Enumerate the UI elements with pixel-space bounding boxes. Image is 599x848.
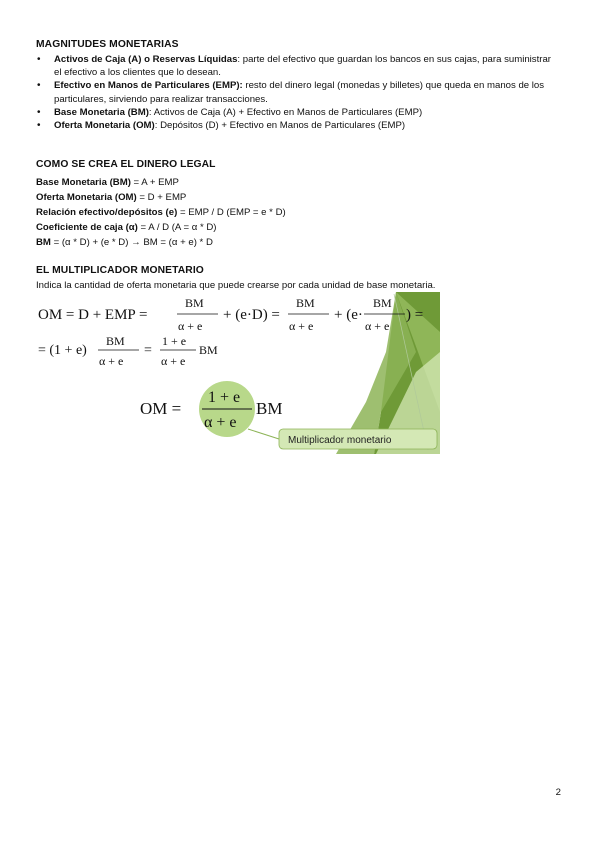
formula-svg xyxy=(36,292,440,454)
formula-text: BM xyxy=(256,399,283,418)
bullet-icon: • xyxy=(37,80,41,92)
formula-text: + (e·D) = xyxy=(223,307,280,323)
formula-text: α + e xyxy=(204,414,237,431)
list-item xyxy=(36,79,556,105)
formula-text: OM = xyxy=(140,399,182,418)
formula-text: α + e xyxy=(289,319,314,333)
definitions-block xyxy=(36,175,556,250)
equation: = D + EMP xyxy=(136,192,187,203)
definition-line xyxy=(36,205,556,220)
heading-multiplicador: EL MULTIPLICADOR MONETARIO xyxy=(36,265,204,276)
bullet-icon: • xyxy=(37,120,41,132)
formula-text: BM xyxy=(106,334,125,348)
page-number: 2 xyxy=(555,787,561,798)
multiplier-label: Multiplicador monetario xyxy=(288,435,392,446)
term: Relación efectivo/depósitos (e) xyxy=(36,207,178,218)
equation: = (α * D) + (e * D) → BM = (α + e) * D xyxy=(50,237,213,248)
formula-text: BM xyxy=(296,296,315,310)
formula-text: 1 + e xyxy=(208,389,241,406)
term: Oferta Monetaria (OM) xyxy=(54,120,155,132)
magnitudes-list xyxy=(36,53,556,132)
definition: Depósitos (D) + Efectivo en Manos de Particulares (EMP) xyxy=(157,120,406,132)
bullet-icon: • xyxy=(37,54,41,65)
formula-text: BM xyxy=(373,296,392,310)
callout-connector xyxy=(248,429,279,439)
definition-line xyxy=(36,190,556,205)
term: Base Monetaria (BM) xyxy=(54,106,149,118)
formula-text: ) = xyxy=(406,307,424,323)
definition-line xyxy=(36,220,556,235)
bullet-icon: • xyxy=(37,106,41,118)
term: Activos de Caja (A) o Reservas Líquidas xyxy=(54,54,238,65)
definition-line xyxy=(36,175,556,190)
formula-text: + (e· xyxy=(334,307,363,323)
list-item xyxy=(36,106,556,119)
definition: resto del dinero legal (monedas y billetes) que queda en manos de los particulares, sirviendo para realizar transacciones. xyxy=(54,80,545,105)
formula-text: α + e xyxy=(178,319,203,333)
equation: = A + EMP xyxy=(130,177,179,188)
multiplier-description: Indica la cantidad de oferta monetaria que puede crearse por cada unidad de base monetaria. xyxy=(36,280,436,291)
separator: : xyxy=(154,120,158,132)
definition: Activos de Caja (A) + Efectivo en Manos de Particulares (EMP) xyxy=(151,106,423,118)
formula-text: = xyxy=(144,343,152,358)
formula-text: BM xyxy=(185,296,204,310)
term: Oferta Monetaria (OM) xyxy=(36,192,137,203)
formula-text: α + e xyxy=(99,354,124,368)
formula-text: α + e xyxy=(365,319,390,333)
term: Coeficiente de caja (α) xyxy=(36,222,138,233)
separator: : xyxy=(148,106,152,118)
separator: : xyxy=(237,54,241,65)
definition: parte del efectivo que guardan los bancos en sus cajas, para suministrar el efectivo a los clientes que lo desean. xyxy=(54,54,551,79)
formula-text: = (1 + e) xyxy=(38,343,87,358)
list-item xyxy=(36,53,556,79)
multiplier-formula-image xyxy=(36,292,440,454)
equation: = EMP / D (EMP = e * D) xyxy=(177,207,286,218)
heading-dinero-legal: COMO SE CREA EL DINERO LEGAL xyxy=(36,159,216,170)
formula-text: BM xyxy=(199,343,218,357)
definition-line xyxy=(36,235,556,250)
equation: = A / D (A = α * D) xyxy=(137,222,217,233)
term: Base Monetaria (BM) xyxy=(36,177,131,188)
formula-text: OM = D + EMP = xyxy=(38,307,148,323)
list-item xyxy=(36,119,556,132)
term: BM xyxy=(36,237,51,248)
heading-magnitudes-monetarias: MAGNITUDES MONETARIAS xyxy=(36,39,179,50)
term: Efectivo en Manos de Particulares (EMP): xyxy=(54,80,243,92)
formula-text: α + e xyxy=(161,354,186,368)
formula-text: 1 + e xyxy=(162,334,187,348)
